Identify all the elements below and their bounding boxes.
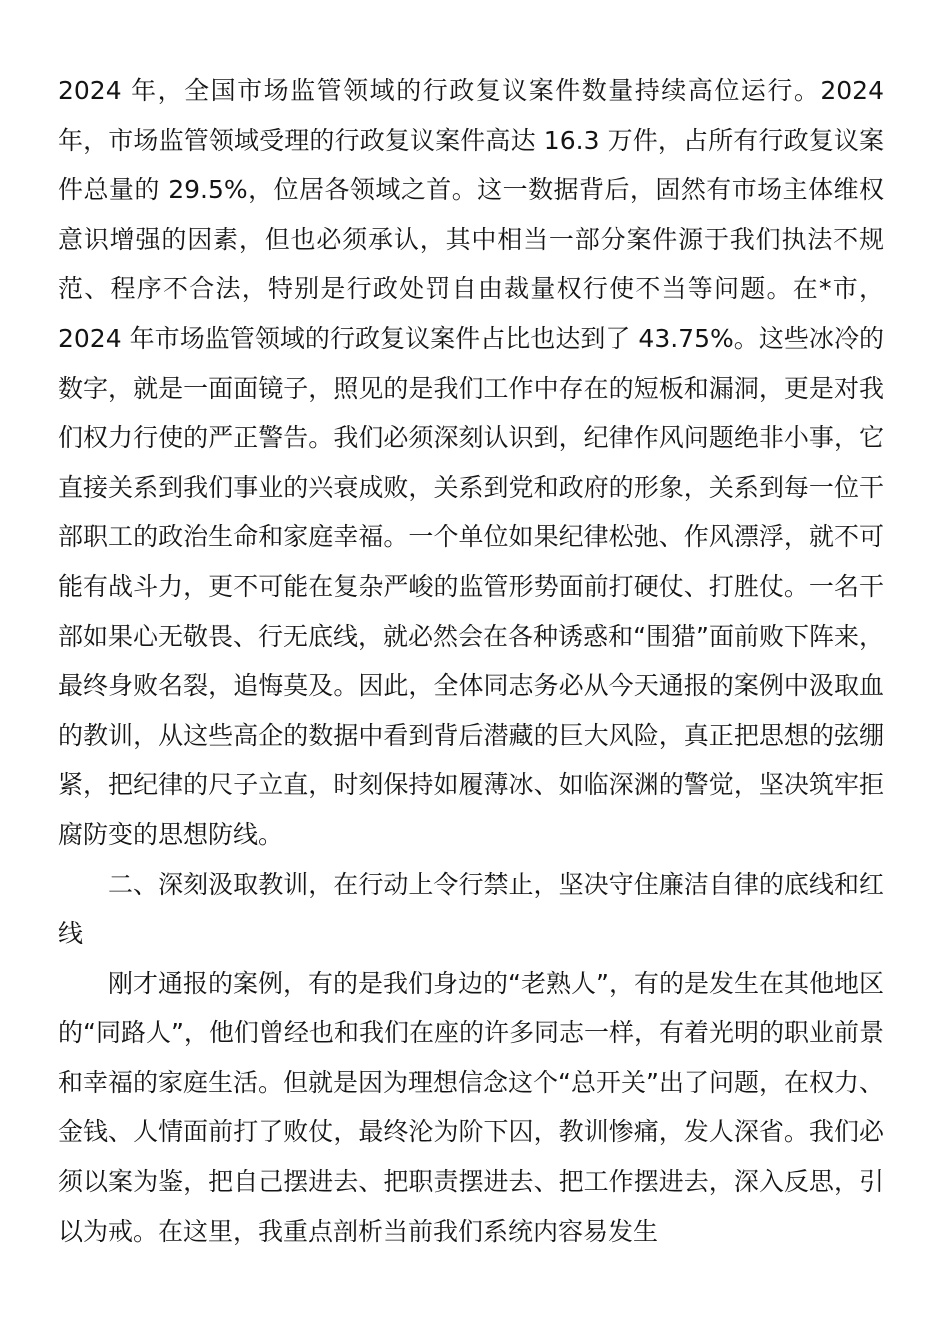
body-paragraph-1: 2024 年，全国市场监管领域的行政复议案件数量持续高位运行。2024 年，市场监管领域受理的行政复议案件高达 16.3 万件，占所有行政复议案件总量的 29.5%，位居各领域之首。这一数据背后，固然有市场主体维权意识增强的因素，但也必须承认，其中相当一部分案件源于我们执法不规范、程序不合法，特别是行政处罚自由裁量权行使不当等问题。在*市，2024 年市场监管领域的行政复议案件占比也达到了 43.75%。这些冰冷的数字，就是一面面镜子，照见的是我们工作中存在的短板和漏洞，更是对我们权力行使的严正警告。我们必须深刻认识到，纪律作风问题绝非小事，它直接关系到我们事业的兴衰成败，关系到党和政府的形象，关系到每一位干部职工的政治生命和家庭幸福。一个单位如果纪律松弛、作风漂浮，就不可能有战斗力，更不可能在复杂严峻的监管形势面前打硬仗、打胜仗。一名干部如果心无敬畏、行无底线，就必然会在各种诱惑和“围猎”面前败下阵来，最终身败名裂，追悔莫及。因此，全体同志务必从今天通报的案例中汲取血的教训，从这些高企的数据中看到背后潜藏的巨大风险，真正把思想的弦绷紧，把纪律的尺子立直，时刻保持如履薄冰、如临深渊的警觉，坚决筑牢拒腐防变的思想防线。 [58,76,884,849]
document-page [58,66,884,1256]
section-heading-2: 二、深刻汲取教训，在行动上令行禁止，坚决守住廉洁自律的底线和红线 [58,869,884,949]
body-paragraph-3: 刚才通报的案例，有的是我们身边的“老熟人”，有的是发生在其他地区的“同路人”，他们曾经也和我们在座的许多同志一样，有着光明的职业前景和幸福的家庭生活。但就是因为理想信念这个“总开关”出了问题，在权力、金钱、人情面前打了败仗，最终沦为阶下囚，教训惨痛，发人深省。我们必须以案为鉴，把自己摆进去、把职责摆进去、把工作摆进去，深入反思，引以为戒。在这里，我重点剖析当前我们系统内容易发生 [58,968,884,1246]
